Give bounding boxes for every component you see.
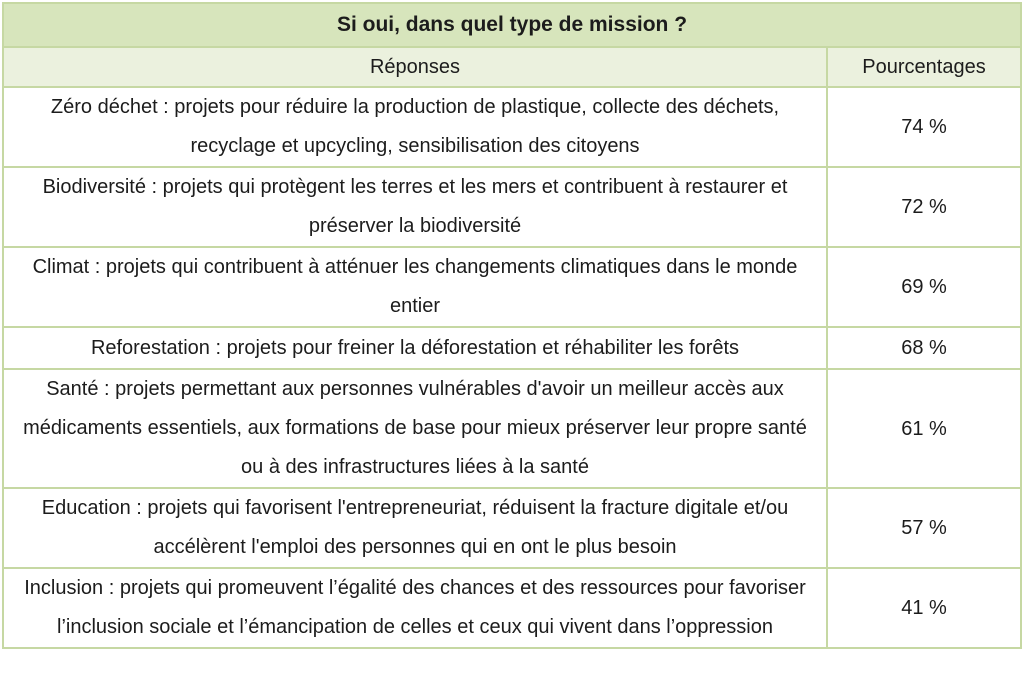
response-inclusion: Inclusion : projets qui promeuvent l’égalité des chances et des ressources pour favoriser l’inclusion sociale et l’émancipation de celles et ceux qui vivent dans l’oppression bbox=[3, 568, 827, 648]
response-education: Education : projets qui favorisent l'entrepreneuriat, réduisent la fracture digitale et/ou accélèrent l'emploi des personnes qui en ont le plus besoin bbox=[3, 488, 827, 568]
table-title-row bbox=[3, 3, 1021, 47]
percentage-inclusion: 41 % bbox=[827, 568, 1021, 648]
response-sante: Santé : projets permettant aux personnes vulnérables d'avoir un meilleur accès aux médicaments essentiels, aux formations de base pour mieux préserver leur propre santé ou à des infrastructures liées à la santé bbox=[3, 369, 827, 488]
response-reforestation: Reforestation : projets pour freiner la déforestation et réhabiliter les forêts bbox=[3, 327, 827, 369]
column-header-responses: Réponses bbox=[3, 47, 827, 87]
table-header-row bbox=[3, 47, 1021, 87]
table-title: Si oui, dans quel type de mission ? bbox=[3, 3, 1021, 47]
percentage-reforestation: 68 % bbox=[827, 327, 1021, 369]
percentage-biodiversite: 72 % bbox=[827, 167, 1021, 247]
table-row bbox=[3, 488, 1021, 568]
response-zero-dechet: Zéro déchet : projets pour réduire la production de plastique, collecte des déchets, recyclage et upcycling, sensibilisation des citoyens bbox=[3, 87, 827, 167]
percentage-zero-dechet: 74 % bbox=[827, 87, 1021, 167]
mission-type-table bbox=[2, 2, 1022, 649]
percentage-climat: 69 % bbox=[827, 247, 1021, 327]
table-row bbox=[3, 167, 1021, 247]
mission-table-container bbox=[2, 2, 1020, 649]
percentage-education: 57 % bbox=[827, 488, 1021, 568]
table-row bbox=[3, 369, 1021, 488]
column-header-percentages: Pourcentages bbox=[827, 47, 1021, 87]
table-row bbox=[3, 327, 1021, 369]
percentage-sante: 61 % bbox=[827, 369, 1021, 488]
response-biodiversite: Biodiversité : projets qui protègent les terres et les mers et contribuent à restaurer et préserver la biodiversité bbox=[3, 167, 827, 247]
table-row bbox=[3, 568, 1021, 648]
table-row bbox=[3, 247, 1021, 327]
response-climat: Climat : projets qui contribuent à atténuer les changements climatiques dans le monde entier bbox=[3, 247, 827, 327]
table-row bbox=[3, 87, 1021, 167]
